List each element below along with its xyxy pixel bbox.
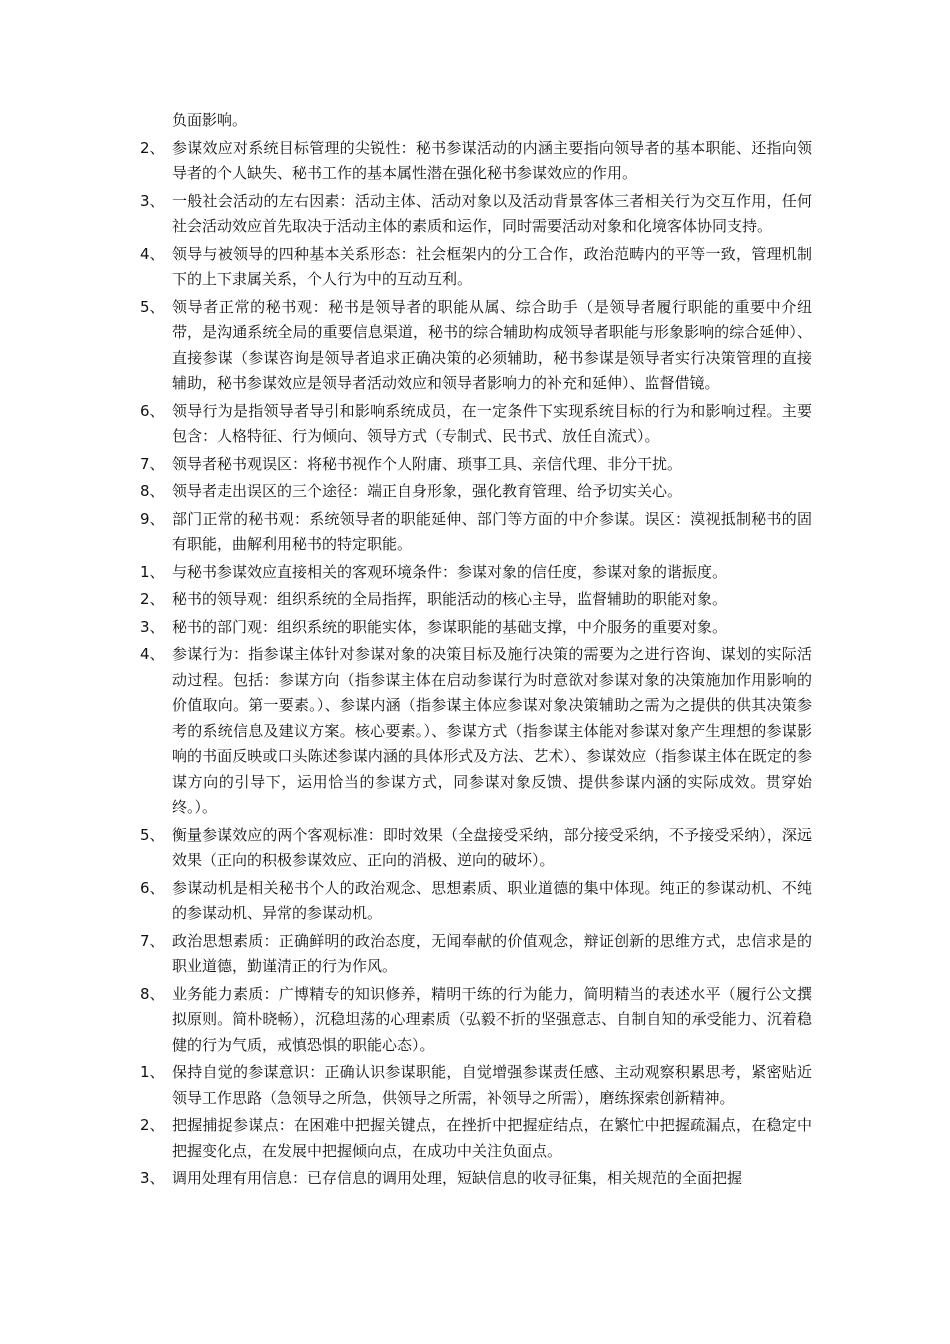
list-item bbox=[0, 929, 812, 980]
list-item bbox=[0, 982, 812, 1059]
list-item bbox=[0, 242, 812, 293]
item-text: 业务能力素质：广博精专的知识修养，精明干练的行为能力，简明精当的表述水平（履行公文撰拟原则。简朴晓畅），沉稳坦荡的心理素质（弘毅不折的坚强意志、自制自知的承受能力、沉着稳健的行为气质，戒慎恐惧的职能心态）。 bbox=[172, 984, 812, 1054]
item-text: 一般社会活动的左右因素：活动主体、活动对象以及活动背景客体三者相关行为交互作用，任何社会活动效应首先取决于活动主体的素质和运作，同时需要活动对象和化境客体协同支持。 bbox=[172, 191, 812, 235]
item-number: 4、 bbox=[140, 244, 165, 263]
item-number: 5、 bbox=[140, 825, 165, 844]
item-number: 7、 bbox=[140, 454, 165, 473]
item-text: 领导者走出误区的三个途径：端正自身形象，强化教育管理、给予切实关心。 bbox=[172, 482, 683, 500]
item-number: 2、 bbox=[140, 1116, 165, 1134]
item-text: 参谋效应对系统目标管理的尖锐性：秘书参谋活动的内涵主要指向领导者的基本职能、还指向领导者的个人缺失、秘书工作的基本属性潜在强化秘书参谋效应的作用。 bbox=[172, 138, 812, 182]
list-item bbox=[0, 136, 812, 187]
list-item bbox=[0, 1166, 812, 1192]
list-item bbox=[0, 1113, 812, 1164]
item-text: 参谋动机是相关秘书个人的政治观念、思想素质、职业道德的集中体现。纯正的参谋动机、不纯的参谋动机、异常的参谋动机。 bbox=[172, 878, 812, 922]
list-item bbox=[0, 1060, 812, 1111]
item-text: 把握捕捉参谋点：在困难中把握关键点，在挫折中把握症结点，在繁忙中把握疏漏点，在稳定中把握变化点，在发展中把握倾向点，在成功中关注负面点。 bbox=[172, 1116, 812, 1160]
item-text: 保持自觉的参谋意识：正确认识参谋职能，自觉增强参谋责任感、主动观察积累思考，紧密贴近领导工作思路（急领导之所急，供领导之所需，补领导之所需），磨练探索创新精神。 bbox=[172, 1063, 812, 1107]
item-text: 领导与被领导的四种基本关系形态：社会框架内的分工合作，政治范畴内的平等一致，管理机制下的上下隶属关系，个人行为中的互动互利。 bbox=[172, 244, 812, 288]
item-number: 3、 bbox=[140, 1169, 165, 1187]
item-text: 衡量参谋效应的两个客观标准：即时效果（全盘接受采纳，部分接受采纳，不予接受采纳），深远效果（正向的积极参谋效应、正向的消极、逆向的破坏）。 bbox=[172, 825, 812, 869]
item-text: 部门正常的秘书观：系统领导者的职能延伸、部门等方面的中介参谋。误区：漠视抵制秘书的固有职能，曲解利用秘书的特定职能。 bbox=[172, 509, 812, 553]
item-number: 9、 bbox=[140, 509, 165, 528]
item-number: 6、 bbox=[140, 401, 165, 420]
list-item bbox=[0, 295, 812, 397]
document-page bbox=[0, 108, 950, 1194]
item-text: 秘书的部门观：组织系统的职能实体，参谋职能的基础支撑，中介服务的重要对象。 bbox=[172, 617, 728, 636]
item-text: 调用处理有用信息：已存信息的调用处理，短缺信息的收寻征集，相关规范的全面把握 bbox=[172, 1169, 743, 1187]
item-number: 4、 bbox=[140, 645, 165, 663]
item-number: 7、 bbox=[140, 931, 165, 950]
list-item bbox=[0, 189, 812, 240]
item-number: 2、 bbox=[140, 590, 165, 608]
list-item bbox=[0, 507, 812, 558]
item-number: 3、 bbox=[140, 191, 165, 210]
list-item bbox=[0, 452, 812, 478]
list-item bbox=[0, 823, 812, 874]
item-number: 5、 bbox=[140, 297, 165, 316]
item-text: 参谋行为：指参谋主体针对参谋对象的决策目标及施行决策的需要为之进行咨询、谋划的实际活动过程。包括：参谋方向（指参谋主体在启动参谋行为时意欲对参谋对象的决策施加作用影响的价值取向。第一要素。）、参谋内涵（指参谋主体应参谋对象决策辅助之需为之提供的供其决策参考的系统信息及建议方案。核心要素。）、参谋方式（指参谋主体能对参谋对象产生理想的参谋影响的书面反映或口头陈述参谋内涵的具体形式及方法、艺术）、参谋效应（指参谋主体在既定的参谋方向的引导下，运用恰当的参谋方式，同参谋对象反馈、提供参谋内涵的实际成效。贯穿始终。）。 bbox=[172, 645, 812, 816]
list-item bbox=[0, 479, 812, 505]
list-item bbox=[0, 108, 812, 134]
item-number: 8、 bbox=[140, 482, 165, 500]
item-number: 2、 bbox=[140, 138, 165, 157]
item-number: 8、 bbox=[140, 984, 165, 1003]
item-number: 3、 bbox=[140, 617, 165, 636]
item-number: 1、 bbox=[140, 1063, 165, 1081]
item-text: 政治思想素质：正确鲜明的政治态度，无闻奉献的价值观念，辩证创新的思维方式，忠信求是的职业道德，勤谨清正的行为作风。 bbox=[172, 931, 812, 975]
list-item bbox=[0, 876, 812, 927]
item-text: 秘书的领导观：组织系统的全局指挥，职能活动的核心主导，监督辅助的职能对象。 bbox=[172, 590, 728, 608]
list-item bbox=[0, 560, 812, 586]
list-item bbox=[0, 642, 812, 821]
list-item bbox=[0, 615, 812, 641]
list-item bbox=[0, 587, 812, 613]
item-text: 领导行为是指领导者导引和影响系统成员，在一定条件下实现系统目标的行为和影响过程。主要包含：人格特征、行为倾向、领导方式（专制式、民书式、放任自流式）。 bbox=[172, 401, 812, 445]
item-text: 领导者正常的秘书观：秘书是领导者的职能从属、综合助手（是领导者履行职能的重要中介纽带，是沟通系统全局的重要信息渠道，秘书的综合辅助构成领导者职能与形象影响的综合延伸）、直接参谋（参谋咨询是领导者追求正确决策的必须辅助，秘书参谋是领导者实行决策管理的直接辅助，秘书参谋效应是领导者活动效应和领导者影响力的补充和延伸）、监督借镜。 bbox=[172, 297, 812, 392]
item-number: 6、 bbox=[140, 878, 165, 897]
item-text: 与秘书参谋效应直接相关的客观环境条件：参谋对象的信任度，参谋对象的谐振度。 bbox=[172, 562, 728, 581]
list-item bbox=[0, 399, 812, 450]
item-number: 1、 bbox=[140, 562, 165, 581]
item-text: 负面影响。 bbox=[172, 111, 248, 129]
item-text: 领导者秘书观误区：将秘书视作个人附庸、琐事工具、亲信代理、非分干扰。 bbox=[172, 454, 683, 473]
